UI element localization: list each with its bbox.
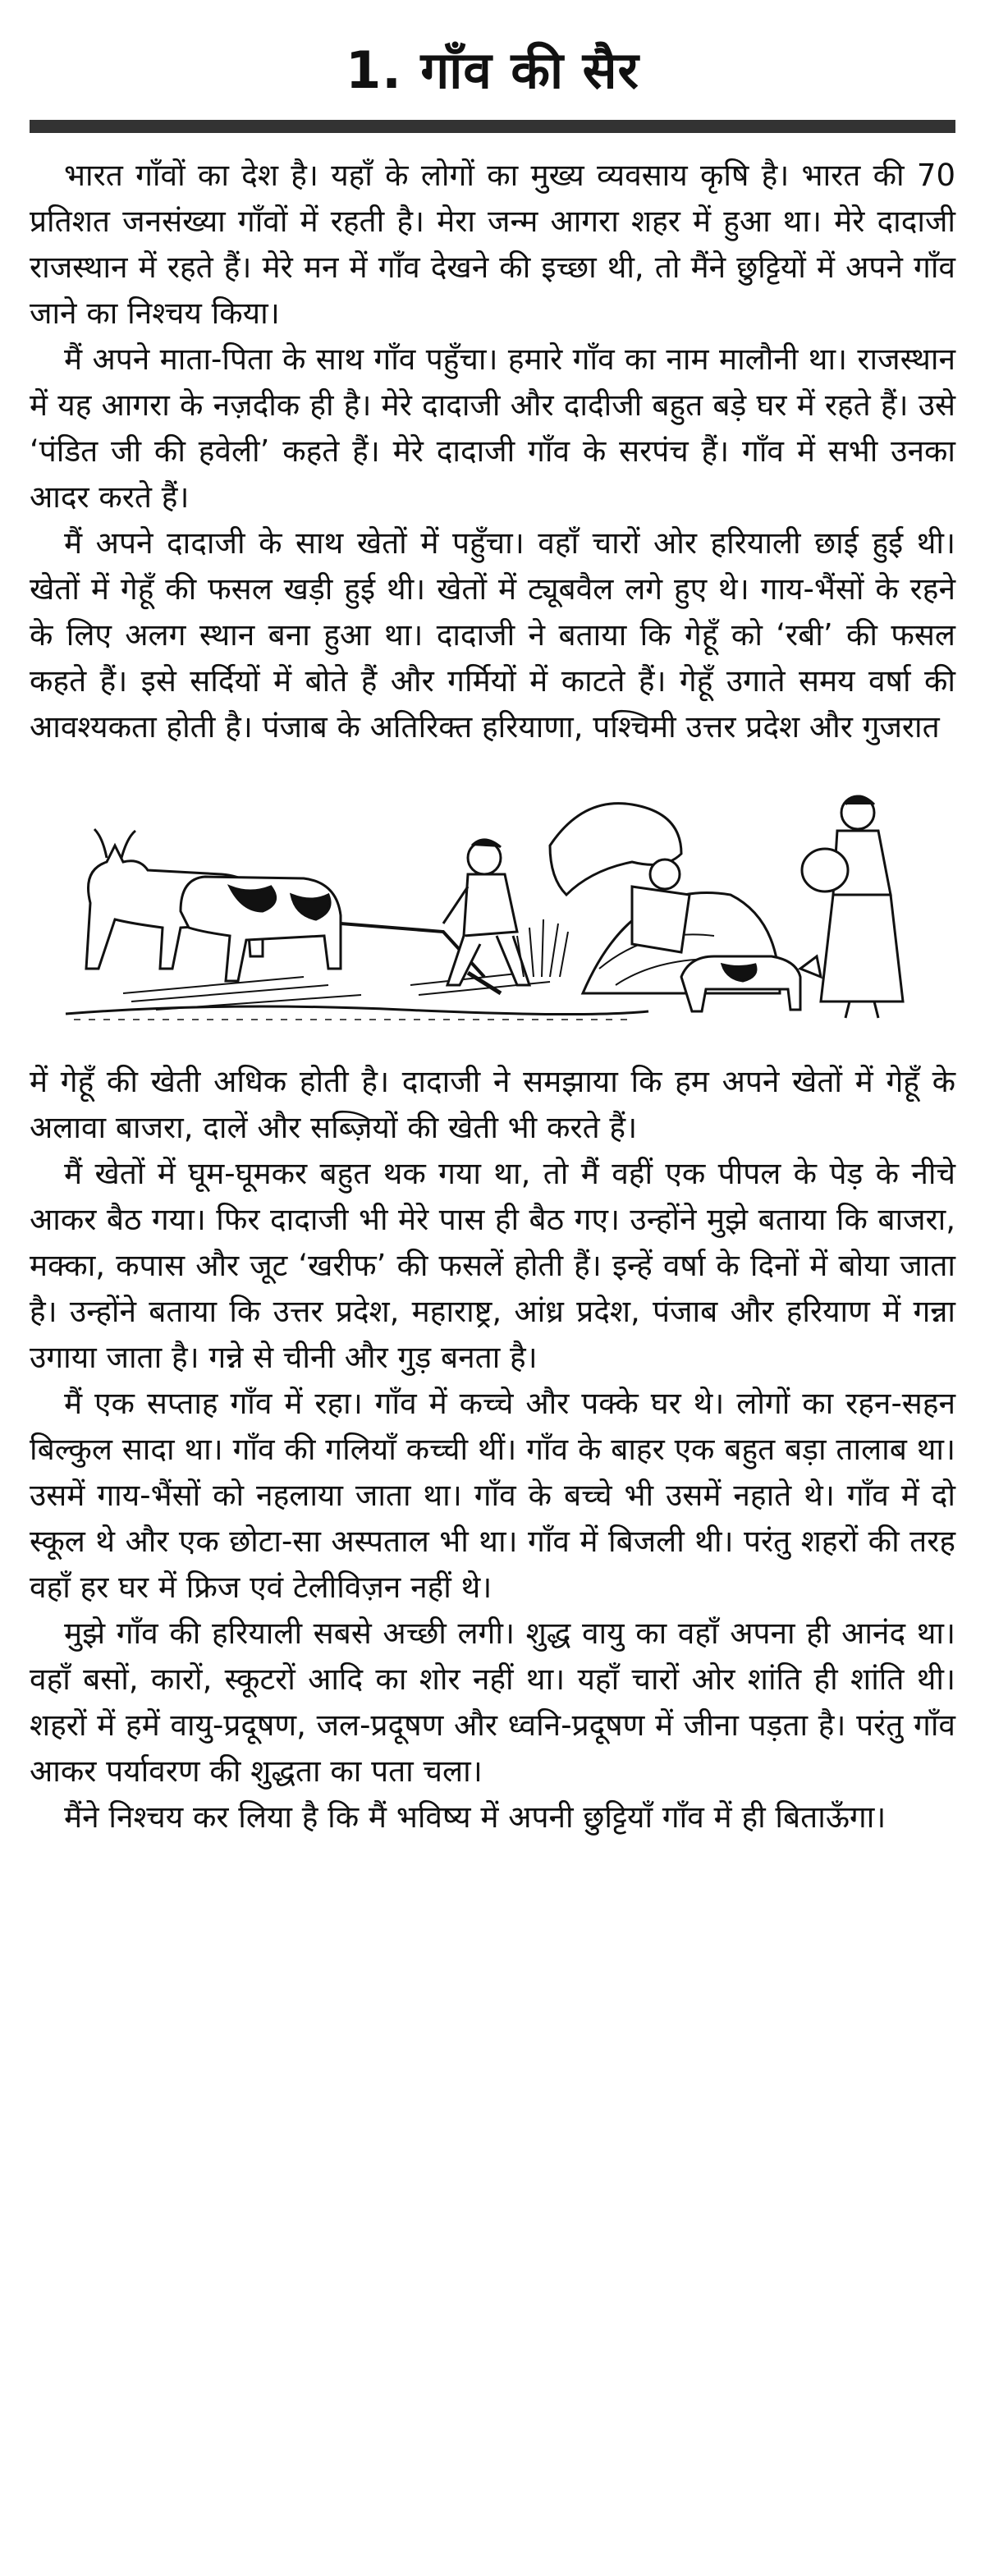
essay-title: 1. गाँव की सैर bbox=[346, 40, 639, 100]
paragraph-5: मैं एक सप्ताह गाँव में रहा। गाँव में कच्चे और पक्के घर थे। लोगों का रहन-सहन बिल्कुल सादा था। गाँव की गलियाँ कच्ची थीं। गाँव के बाहर एक बहुत बड़ा तालाब था। उसमें गाय-भैंसों को नहलाया जाता था। गाँव के बच्चे भी उसमें नहाते थे। गाँव में दो स्कूल थे और एक छोटा-सा अस्पताल भी था। गाँव में बिजली थी। परंतु शहरों की तरह वहाँ हर घर में फ्रिज एवं टेलीविज़न नहीं थे। bbox=[30, 1386, 955, 1605]
cow-icon bbox=[681, 956, 821, 1011]
paragraph-2: मैं अपने माता-पिता के साथ गाँव पहुँचा। हमारे गाँव का नाम मालौनी था। राजस्थान में यह आगरा के नज़दीक ही है। मेरे दादाजी और दादीजी बहुत बड़े घर में रहते हैं। उसे ‘पंडित जी की हवेली’ कहते हैं। मेरे दादाजी गाँव के सरपंच हैं। गाँव में सभी उनका आदर करते हैं। bbox=[30, 341, 955, 515]
paragraph-3: मैं अपने दादाजी के साथ खेतों में पहुँचा। वहाँ चारों ओर हरियाली छाई हुई थी। खेतों में गेहूँ की फसल खड़ी हुई थी। खेतों में ट्यूबवैल लगे हुए थे। गाय-भैंसों के रहने के लिए अलग स्थान बना हुआ था। दादाजी ने बताया कि गेहूँ को ‘रबी’ की फसल कहते हैं। इसे सर्दियों में बोते हैं और गर्मियों में काटते हैं। गेहूँ उगाते समय वर्षा की आवश्यकता होती है। पंजाब के अतिरिक्त हरियाणा, पश्चिमी उत्तर प्रदेश और गुजरात bbox=[30, 525, 955, 745]
woman-with-pot-icon bbox=[802, 796, 903, 1018]
paragraph-7: मैंने निश्चय कर लिया है कि मैं भविष्य में अपनी छुट्टियाँ गाँव में ही बिताऊँगा। bbox=[64, 1799, 886, 1835]
paragraph-4: मैं खेतों में घूम-घूमकर बहुत थक गया था, तो मैं वहीं एक पीपल के पेड़ के नीचे आकर बैठ गया। फिर दादाजी भी मेरे पास ही बैठ गए। उन्होंने मुझे बताया कि बाजरा, मक्का, कपास और जूट ‘खरीफ’ की फसलें होती हैं। इन्हें वर्षा के दिनों में बोया जाता है। उन्होंने बताया कि उत्तर प्रदेश, महाराष्ट्र, आंध्र प्रदेश, पंजाब और हरियाण में गन्ना उगाया जाता है। गन्ने से चीनी और गुड़ बनता है। bbox=[30, 1156, 955, 1375]
paragraph-6: मुझे गाँव की हरियाली सबसे अच्छी लगी। शुद्ध वायु का वहाँ अपना ही आनंद था। वहाँ बसों, कारों, स्कूटरों आदि का शोर नहीं था। यहाँ चारों ओर शांति ही शांति थी। शहरों में हमें वायु-प्रदूषण, जल-प्रदूषण और ध्वनि-प्रदूषण में जीना पड़ता है। परंतु गाँव आकर पर्यावरण की शुद्धता का पता चला। bbox=[30, 1616, 955, 1789]
title-divider bbox=[30, 120, 955, 133]
woman-carrying-bundle-icon bbox=[550, 804, 690, 952]
oxen-icon bbox=[86, 829, 341, 981]
paragraph-1: भारत गाँवों का देश है। यहाँ के लोगों का मुख्य व्यवसाय कृषि है। भारत की 70 प्रतिशत जनसंख्या गाँवों में रहती है। मेरा जन्म आगरा शहर में हुआ था। मेरे दादाजी राजस्थान में रहते हैं। मेरे मन में गाँव देखने की इच्छा थी, तो मैंने छुट्टियों में अपने गाँव जाने का निश्चय किया। bbox=[30, 158, 955, 331]
village-farming-illustration bbox=[57, 780, 928, 1026]
farmer-icon bbox=[443, 840, 529, 985]
paragraph-3-continued: में गेहूँ की खेती अधिक होती है। दादाजी ने समझाया कि हम अपने खेतों में गेहूँ के अलावा बाजरा, दालें और सब्ज़ियों की खेती भी करते हैं। bbox=[30, 1064, 955, 1145]
